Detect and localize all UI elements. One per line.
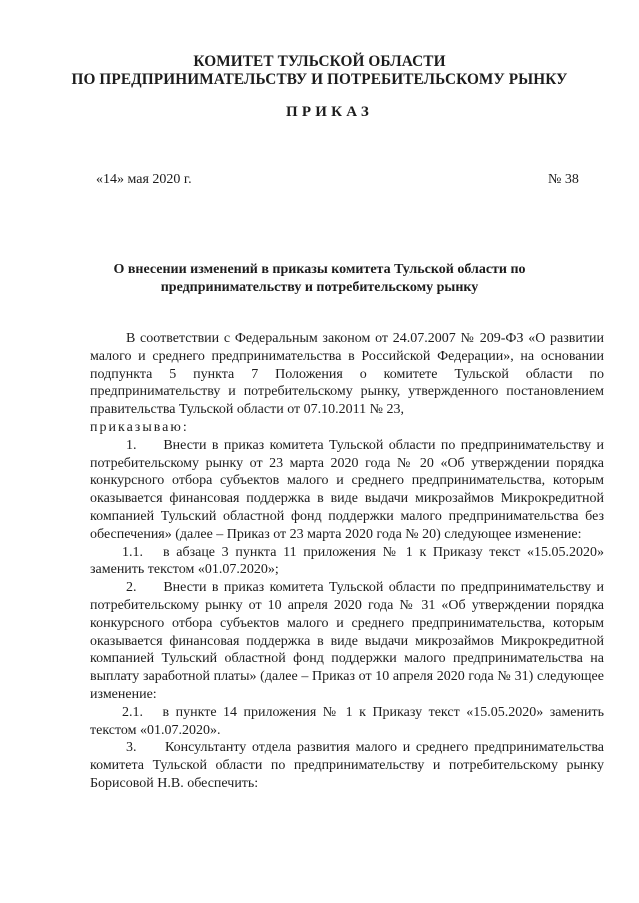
document-type: ПРИКАЗ [286, 104, 373, 120]
org-line-1: КОМИТЕТ ТУЛЬСКОЙ ОБЛАСТИ [193, 53, 446, 70]
item-1-paragraph: 1. Внести в приказ комитета Тульской области по предпринимательству и потребительскому рынку от 23 марта 2020 года № 20 «Об утверждении порядка конкурсного отбора субъектов малого и среднего предпринимательства, которым оказывается финансовая поддержка в виде выдачи микрозаймов Микрокредитной компанией Тульский областной фонд поддержки малого предпринимательства без обеспечения» (далее – Приказ от 23 марта 2020 года № 20) следующее изменение: [90, 437, 604, 542]
item-1-1-paragraph: 1.1. в абзаце 3 пункта 11 приложения № 1 к Приказу текст «15.05.2020» заменить текстом «01.07.2020»; [90, 544, 604, 578]
document-body [90, 330, 604, 793]
subject-line-2: предпринимательству и потребительскому рынку [160, 279, 479, 295]
document-number: № 38 [548, 172, 579, 187]
item-3-paragraph: 3. Консультанту отдела развития малого и среднего предпринимательства комитета Тульской области по предпринимательству и потребительскому рынку Борисовой Н.В. обеспечить: [90, 740, 604, 791]
item-2-paragraph: 2. Внести в приказ комитета Тульской области по предпринимательству и потребительскому рынку от 10 апреля 2020 года № 31 «Об утверждении порядка конкурсного отбора субъектов малого и среднего предпринимательства, которым оказывается финансовая поддержка в виде выдачи микрозаймов Микрокредитной компанией Тульский областной фонд поддержки малого предпринимательства на выплату заработной платы» (далее – Приказ от 10 апреля 2020 года № 31) следующее изменение: [90, 580, 604, 702]
document-subject [60, 261, 579, 296]
org-line-2: ПО ПРЕДПРИНИМАТЕЛЬСТВУ И ПОТРЕБИТЕЛЬСКОМУ РЫНКУ [71, 70, 568, 88]
preamble-paragraph: В соответствии с Федеральным законом от 24.07.2007 № 209-ФЗ «О развитии малого и среднего предпринимательства в Российской Федерации», на основании подпункта 5 пункта 7 Положения о комитете Тульской области по предпринимательству и потребительскому рынку, утвержденного постановлением правительства Тульской области от 07.10.2011 № 23, [90, 331, 604, 418]
item-2-1-paragraph: 2.1. в пункте 14 приложения № 1 к Приказу текст «15.05.2020» заменить текстом «01.07.2020». [90, 704, 604, 738]
organization-name [0, 53, 639, 88]
orders-word: приказываю: [90, 419, 189, 435]
subject-line-1: О внесении изменений в приказы комитета Тульской области по [113, 262, 526, 277]
document-date: «14» мая 2020 г. [96, 172, 192, 187]
